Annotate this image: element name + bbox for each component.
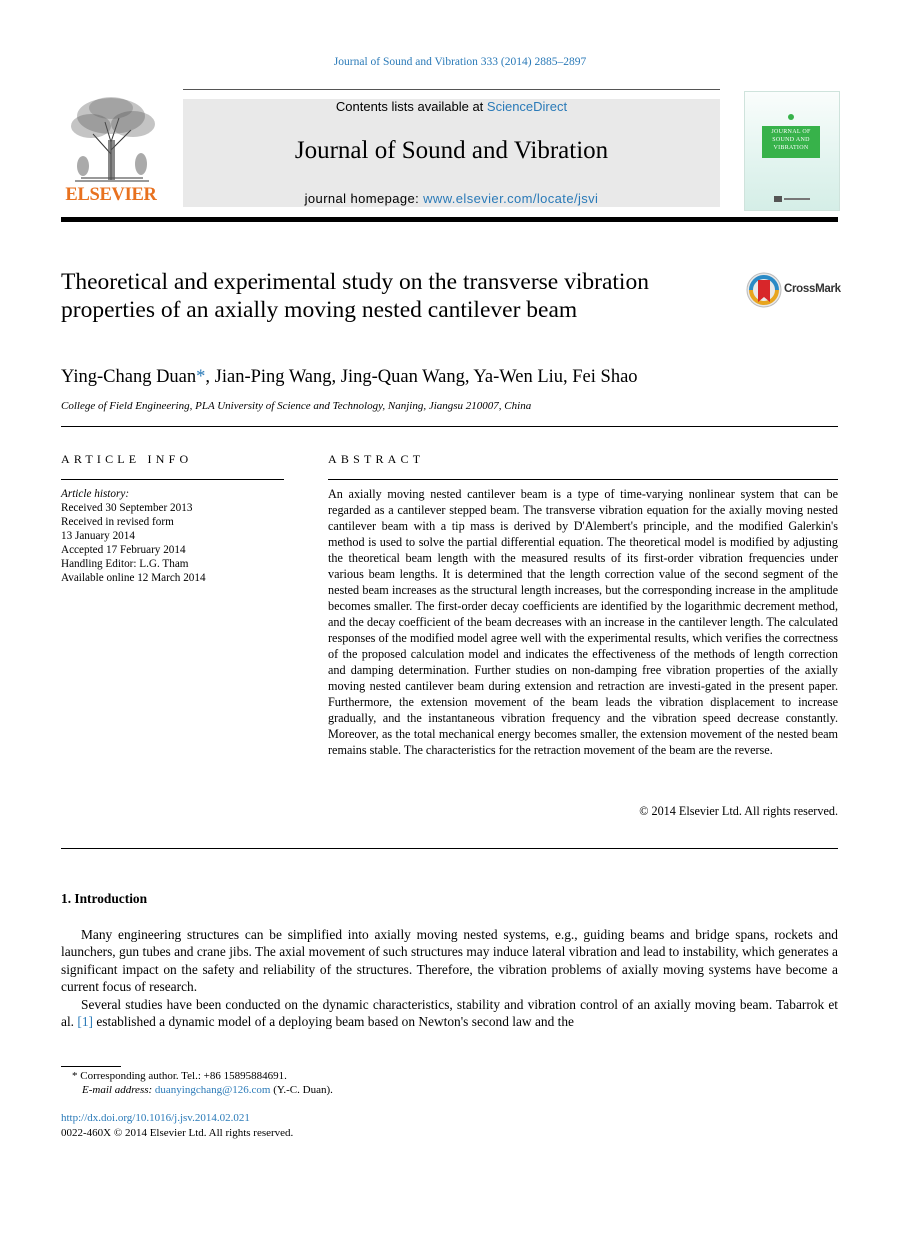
history-item: Available online 12 March 2014 [61, 572, 206, 584]
journal-title: Journal of Sound and Vibration [294, 137, 609, 164]
homepage-line [183, 191, 720, 206]
email-link[interactable]: duanyingchang@126.com [154, 1084, 271, 1096]
sciencedirect-link[interactable]: ScienceDirect [486, 99, 568, 114]
issn-line: 0022-460X © 2014 Elsevier Ltd. All rights reserved. [61, 1127, 294, 1139]
author-first[interactable]: Ying-Chang Duan [61, 367, 197, 387]
divider [61, 426, 838, 427]
history-item: Handling Editor: L.G. Tham [61, 558, 189, 570]
email-label: E-mail address: [82, 1084, 155, 1096]
cover-dot-icon [788, 114, 794, 120]
article-history [61, 487, 286, 585]
history-item: Received 30 September 2013 [61, 502, 193, 514]
journal-cover[interactable] [744, 91, 840, 211]
header-rule [61, 217, 838, 222]
reference-link[interactable]: [1] [77, 1014, 93, 1030]
publisher-logo[interactable] [61, 92, 161, 210]
article-title: Theoretical and experimental study on the transverse vibration properties of an axially moving nested cantilever beam [61, 269, 649, 323]
section-heading: 1. Introduction [61, 891, 148, 906]
abstract-heading: ABSTRACT [328, 452, 425, 466]
author-list [61, 367, 638, 388]
doi-link[interactable]: http://dx.doi.org/10.1016/j.jsv.2014.02.021 [61, 1112, 250, 1124]
history-item: Received in revised form [61, 516, 174, 528]
history-item: Accepted 17 February 2014 [61, 544, 186, 556]
body-paragraph: Many engineering structures can be simplified into axially moving nested systems, e.g., guiding beams and bridge spans, rockets and launchers, gun tubes and crane jibs. The axial movement of such structures may induce lateral vibration and lead to instability, which generates a significant impact on the safety and reliability of the structures. Therefore, the vibration problems of axially moving systems have become a current focus of research. [61, 927, 838, 995]
homepage-link[interactable]: www.elsevier.com/locate/jsvi [423, 191, 599, 206]
history-item: 13 January 2014 [61, 530, 135, 542]
abstract-text: An axially moving nested cantilever beam is a type of time-varying nonlinear system that can be regarded as a cantilever stepped beam. The transverse vibration equation for the axially moving nested cantilever beam with a tip mass is derived by D'Alembert's principle, and the modified Galerkin's method is used to solve the partial differential equation. The theoretical model is modified by adjusting the theoretical beam length with the measured results of its first-order vibration frequencies under various beam lengths. It is determined that the length correction value of the second segment of the nested beam increases as the structural length increases, but the corresponding increase in the amplitude becomes smaller. The first-order decay coefficients are identified by the logarithmic decrement method, and the decay coefficient of the beam decreases with an increase in the cantilever length. The calculated responses of the modified model agree well with the experimental results, which verifies the correctness of the proposed calculation model and indicates the effectiveness of the methods of length correction and damping determination. Further studies on non-damping free vibration properties of the axially moving nested cantilever beam during extension and retraction are investi-gated in the present paper. Furthermore, the extension movement of the beam leads the vibration displacement to increase gradually, and the instantaneous vibration frequency and the vibration speed decrease constantly. Moreover, as the total mechanical energy becomes smaller, the extension movement of the nested beam remains stable. The characteristics for the retraction movement of the beam are the reverse. [328, 487, 838, 757]
cover-publisher-icon [772, 194, 812, 204]
crossmark-label: CrossMark [784, 283, 841, 295]
divider [61, 479, 284, 480]
footnote-rule [61, 1066, 121, 1067]
article-info-heading: ARTICLE INFO [61, 452, 193, 466]
elsevier-tree-icon [61, 92, 161, 184]
email-footnote [82, 1084, 333, 1096]
history-label: Article history: [61, 488, 130, 500]
divider [61, 848, 838, 849]
corresponding-footnote: * Corresponding author. Tel.: +86 15895884691. [72, 1070, 287, 1082]
cover-title: JOURNAL OF SOUND AND VIBRATION [771, 129, 811, 151]
authors-rest: , Jian-Ping Wang, Jing-Quan Wang, Ya-Wen Liu, Fei Shao [205, 367, 638, 387]
crossmark-badge[interactable] [746, 272, 841, 308]
masthead-rule [183, 89, 720, 90]
paragraph-end: established a dynamic model of a deploying beam based on Newton's second law and the [92, 1014, 574, 1030]
divider [328, 479, 838, 480]
body-paragraph [61, 996, 838, 1031]
affiliation: College of Field Engineering, PLA University of Science and Technology, Nanjing, Jiangsu 210007, China [61, 400, 532, 412]
abstract-copyright: © 2014 Elsevier Ltd. All rights reserved. [639, 804, 838, 818]
crossmark-icon [746, 272, 782, 308]
publisher-name: ELSEVIER [65, 185, 157, 205]
homepage-prefix: journal homepage: [304, 191, 424, 206]
paragraph-start: Several studies have been conducted on the dynamic characteristics, stability and vibration control of an axially moving beam. Tabarrok et al. [61, 996, 838, 1030]
contents-prefix: Contents lists available at [335, 99, 487, 114]
body-text [61, 926, 838, 1030]
journal-citation[interactable]: Journal of Sound and Vibration 333 (2014) 2885–2897 [333, 56, 587, 68]
email-suffix: (Y.-C. Duan). [270, 1084, 333, 1096]
corresponding-author-mark[interactable]: * [196, 367, 206, 387]
contents-line [183, 99, 720, 114]
